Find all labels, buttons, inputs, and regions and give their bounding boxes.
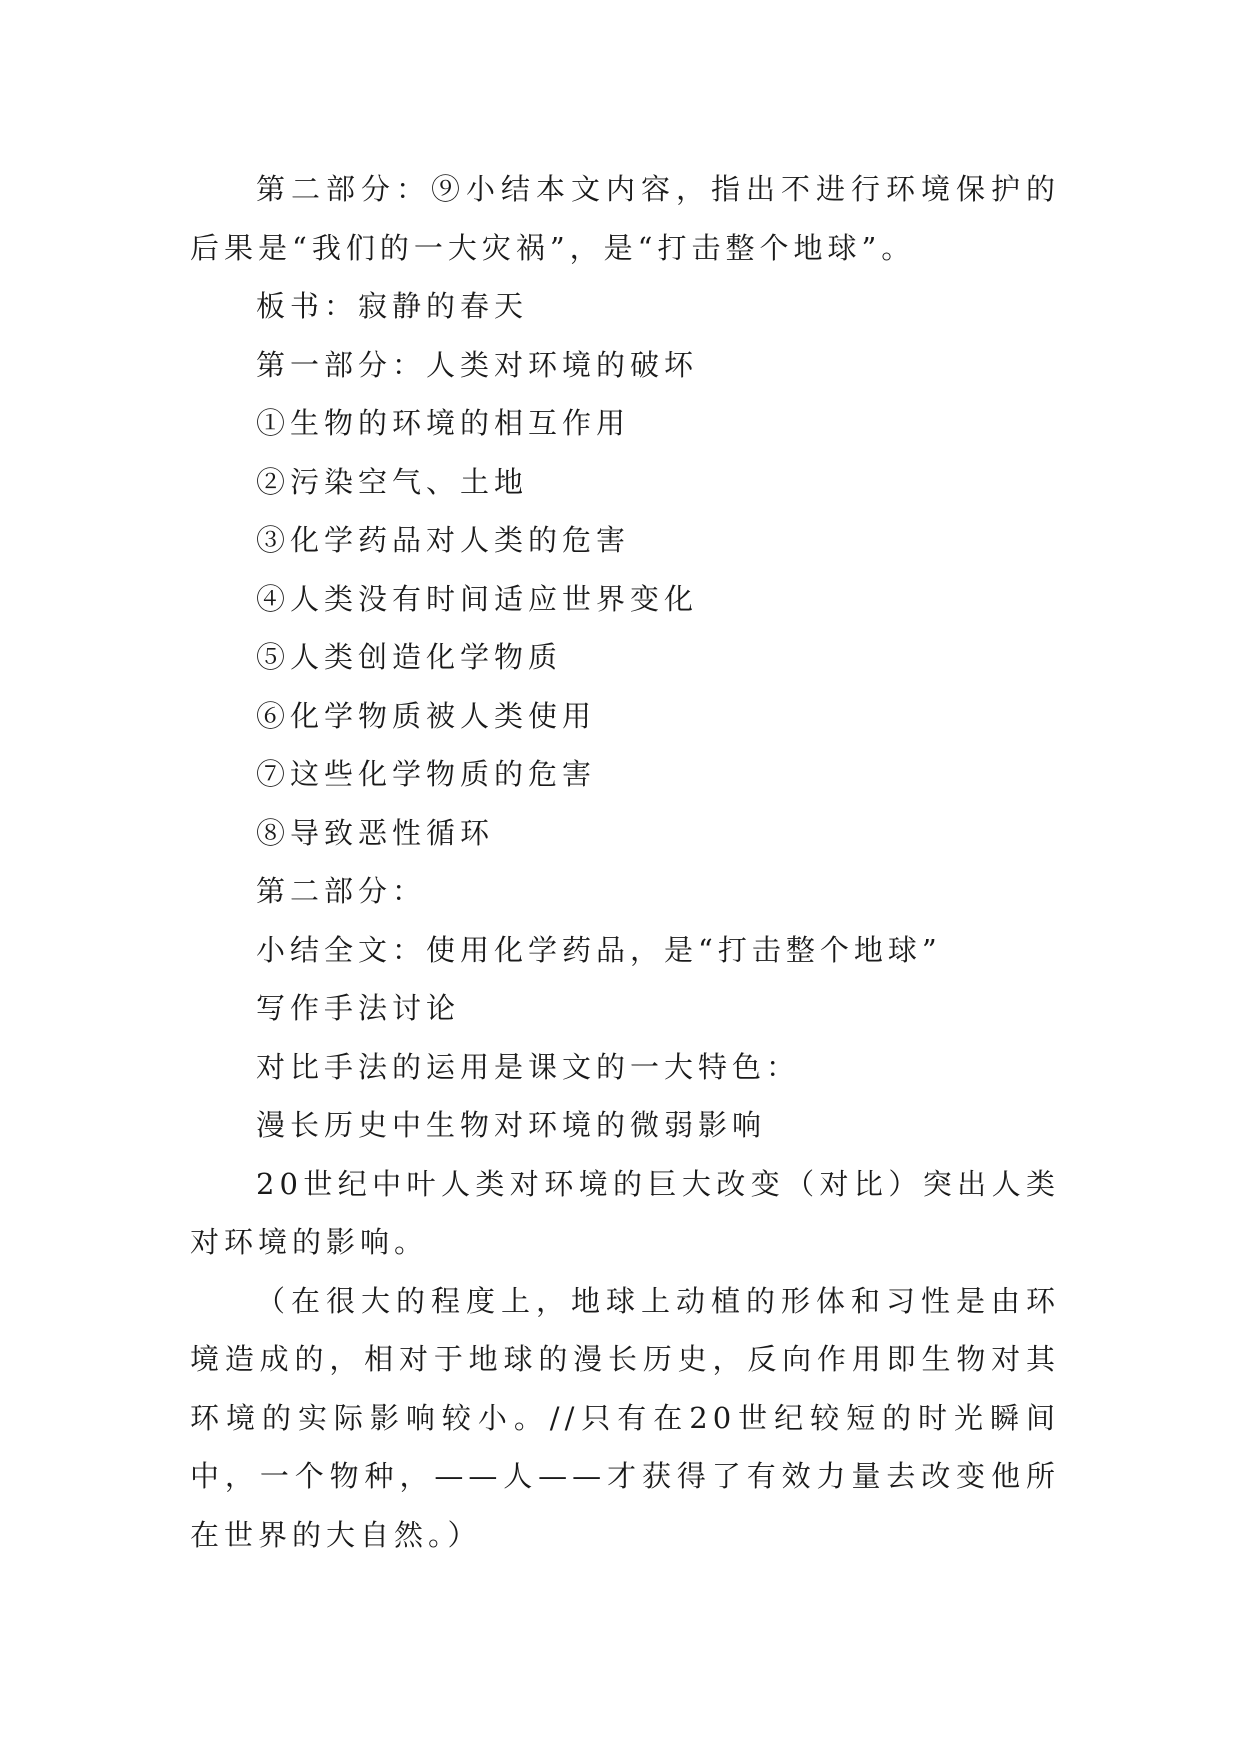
paragraph-quote: （在很大的程度上，地球上动植的形体和习性是由环境造成的，相对于地球的漫长历史，反向作用即生物对其环境的实际影响较小。//只有在20世纪较短的时光瞬间中，一个物种，——人——才获得了有效力量去改变他所在世界的大自然。） — [190, 1283, 1060, 1552]
paragraph-long-history: 漫长历史中生物对环境的微弱影响 — [256, 1108, 767, 1142]
paragraph-part-one-heading: 第一部分：人类对环境的破坏 — [256, 347, 699, 382]
paragraph-twentieth-century: 20世纪中叶人类对环境的巨大改变（对比）突出人类对环境的影响。 — [190, 1166, 1060, 1259]
list-item-2: ②污染空气、土地 — [256, 464, 529, 499]
paragraph-contrast-feature: 对比手法的运用是课文的一大特色： — [256, 1049, 801, 1084]
list-item-8: ⑧导致恶性循环 — [256, 815, 495, 850]
paragraph-writing-technique-heading: 写作手法讨论 — [256, 991, 461, 1025]
list-item-1: ①生物的环境的相互作用 — [256, 406, 631, 440]
paragraph-full-summary: 小结全文：使用化学药品，是“打击整个地球” — [256, 932, 942, 967]
list-item-3: ③化学药品对人类的危害 — [256, 523, 631, 557]
list-item-7: ⑦这些化学物质的危害 — [256, 757, 597, 791]
paragraph-board-title: 板书：寂静的春天 — [256, 289, 529, 323]
list-item-5: ⑤人类创造化学物质 — [256, 640, 563, 674]
list-item-6: ⑥化学物质被人类使用 — [256, 698, 597, 733]
paragraph-part-two-heading: 第二部分： — [256, 874, 427, 908]
list-item-4: ④人类没有时间适应世界变化 — [256, 581, 699, 616]
paragraph-part-two-summary: 第二部分：⑨小结本文内容，指出不进行环境保护的后果是“我们的一大灾祸”，是“打击整个地球”。 — [190, 172, 1060, 265]
document-body — [190, 160, 1060, 1564]
